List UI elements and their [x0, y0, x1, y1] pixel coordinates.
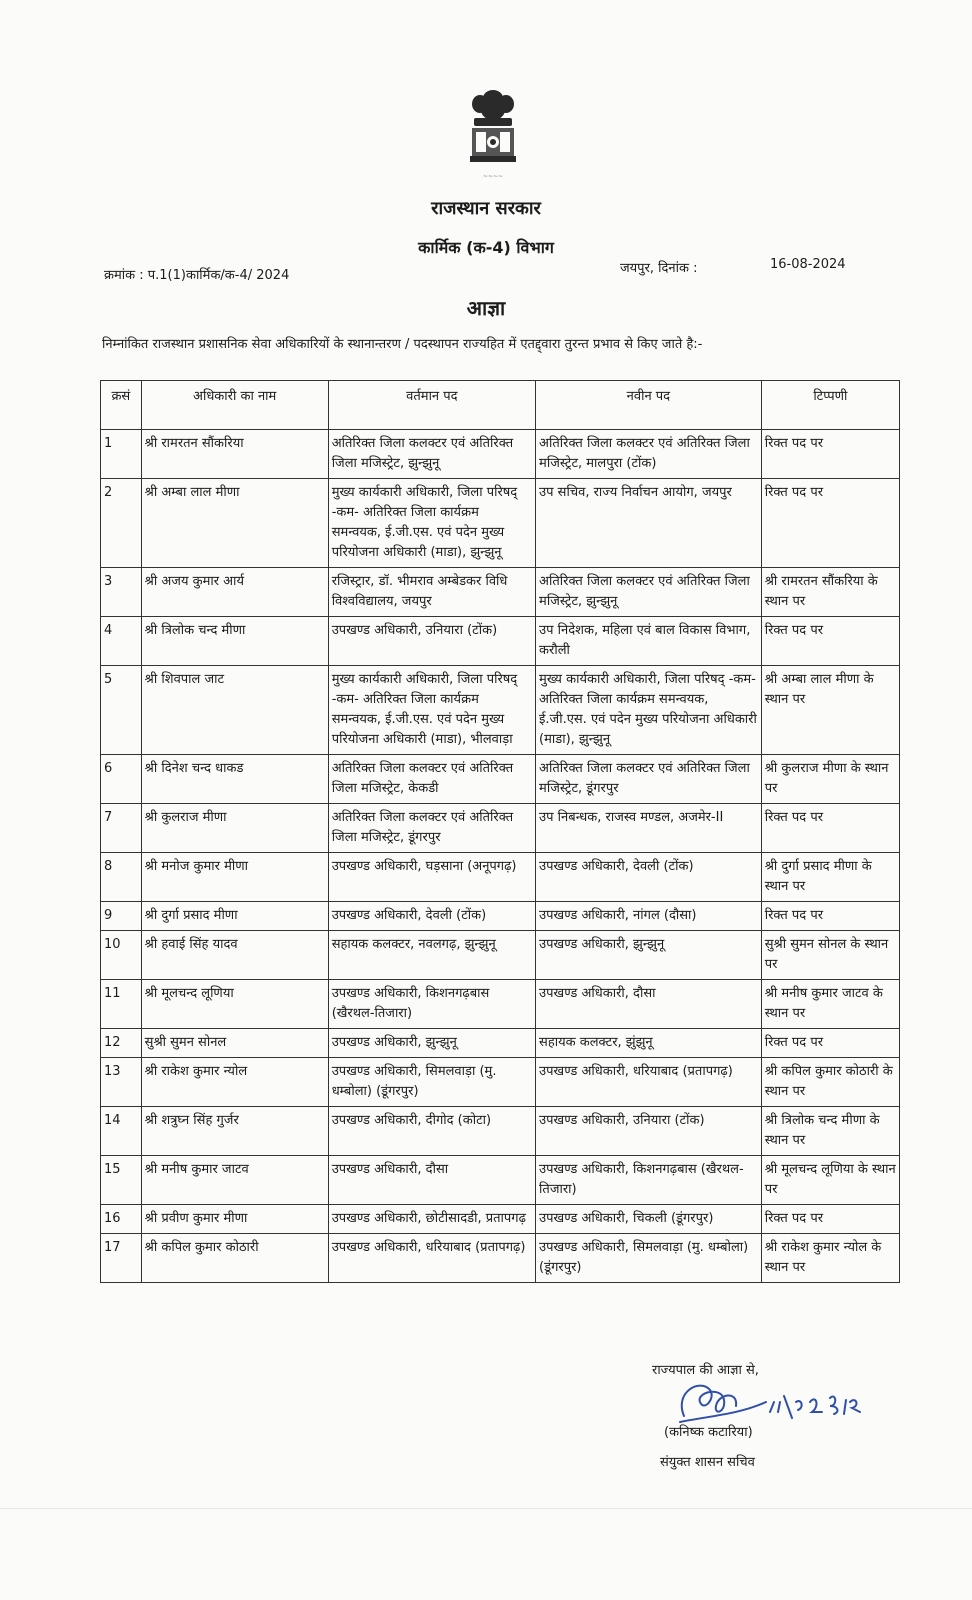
row-serial: 12	[101, 1029, 142, 1058]
current-post: उपखण्ड अधिकारी, दौसा	[328, 1156, 535, 1205]
state-emblem-icon	[458, 84, 528, 184]
row-serial: 7	[101, 804, 142, 853]
header-new-post: नवीन पद	[536, 381, 762, 430]
remark: रिक्त पद पर	[761, 1205, 899, 1234]
row-serial: 16	[101, 1205, 142, 1234]
signer-designation: संयुक्त शासन सचिव	[660, 1455, 755, 1470]
officer-name: श्री कपिल कुमार कोठारी	[141, 1234, 328, 1283]
new-post: अतिरिक्त जिला कलक्टर एवं अतिरिक्त जिला मजिस्ट्रेट, डूंगरपुर	[536, 755, 762, 804]
row-serial: 6	[101, 755, 142, 804]
current-post: उपखण्ड अधिकारी, उनियारा (टोंक)	[328, 617, 535, 666]
officer-name: श्री दुर्गा प्रसाद मीणा	[141, 902, 328, 931]
department-title: कार्मिक (क-4) विभाग	[418, 238, 554, 257]
new-post: उपखण्ड अधिकारी, झुन्झुनू	[536, 931, 762, 980]
new-post: उपखण्ड अधिकारी, धरियाबाद (प्रतापगढ़)	[536, 1058, 762, 1107]
table-row	[101, 931, 900, 980]
remark: श्री कुलराज मीणा के स्थान पर	[761, 755, 899, 804]
government-title: राजस्थान सरकार	[431, 198, 541, 219]
current-post: उपखण्ड अधिकारी, देवली (टोंक)	[328, 902, 535, 931]
officer-name: श्री दिनेश चन्द धाकड	[141, 755, 328, 804]
current-post: मुख्य कार्यकारी अधिकारी, जिला परिषद् -कम- अतिरिक्त जिला कार्यक्रम समन्वयक, ई.जी.एस. एवं पदेन मुख्य परियोजना अधिकारी (माडा), भीलवाड़ा	[328, 666, 535, 755]
table-row	[101, 853, 900, 902]
row-serial: 2	[101, 479, 142, 568]
new-post: मुख्य कार्यकारी अधिकारी, जिला परिषद् -कम- अतिरिक्त जिला कार्यक्रम समन्वयक, ई.जी.एस. एवं पदेन मुख्य परियोजना अधिकारी (माडा), झुन्झुनू	[536, 666, 762, 755]
remark: सुश्री सुमन सोनल के स्थान पर	[761, 931, 899, 980]
row-serial: 8	[101, 853, 142, 902]
new-post: अतिरिक्त जिला कलक्टर एवं अतिरिक्त जिला मजिस्ट्रेट, मालपुरा (टोंक)	[536, 430, 762, 479]
current-post: उपखण्ड अधिकारी, सिमलवाड़ा (मु. धम्बोला) (डूंगरपुर)	[328, 1058, 535, 1107]
officer-name: सुश्री सुमन सोनल	[141, 1029, 328, 1058]
current-post: सहायक कलक्टर, नवलगढ़, झुन्झुनू	[328, 931, 535, 980]
table-row	[101, 1205, 900, 1234]
row-serial: 14	[101, 1107, 142, 1156]
table-row	[101, 1058, 900, 1107]
current-post: उपखण्ड अधिकारी, दीगोद (कोटा)	[328, 1107, 535, 1156]
table-row	[101, 1234, 900, 1283]
table-row	[101, 1029, 900, 1058]
row-serial: 5	[101, 666, 142, 755]
header-serial: क्रसं	[101, 381, 142, 430]
header-remark: टिप्पणी	[761, 381, 899, 430]
remark: श्री मनीष कुमार जाटव के स्थान पर	[761, 980, 899, 1029]
current-post: अतिरिक्त जिला कलक्टर एवं अतिरिक्त जिला मजिस्ट्रेट, झुन्झुनू	[328, 430, 535, 479]
remark: श्री राकेश कुमार न्योल के स्थान पर	[761, 1234, 899, 1283]
table-row	[101, 430, 900, 479]
remark: श्री अम्बा लाल मीणा के स्थान पर	[761, 666, 899, 755]
table-row	[101, 980, 900, 1029]
officer-name: श्री कुलराज मीणा	[141, 804, 328, 853]
table-row	[101, 902, 900, 931]
table-row	[101, 755, 900, 804]
header-current-post: वर्तमान पद	[328, 381, 535, 430]
current-post: उपखण्ड अधिकारी, घड़साना (अनूपगढ़)	[328, 853, 535, 902]
row-serial: 1	[101, 430, 142, 479]
row-serial: 15	[101, 1156, 142, 1205]
order-preamble: निम्नांकित राजस्थान प्रशासनिक सेवा अधिकारियों के स्थानान्तरण / पदस्थापन राज्यहित में एतद्द्वारा तुरन्त प्रभाव से किए जाते है:-	[102, 337, 703, 352]
by-order-of-governor: राज्यपाल की आज्ञा से,	[652, 1363, 759, 1378]
current-post: मुख्य कार्यकारी अधिकारी, जिला परिषद् -कम- अतिरिक्त जिला कार्यक्रम समन्वयक, ई.जी.एस. एवं पदेन मुख्य परियोजना अधिकारी (माडा), झुन्झुनू	[328, 479, 535, 568]
new-post: उप सचिव, राज्य निर्वाचन आयोग, जयपुर	[536, 479, 762, 568]
officer-name: श्री शिवपाल जाट	[141, 666, 328, 755]
officer-name: श्री अम्बा लाल मीणा	[141, 479, 328, 568]
table-header-row	[101, 381, 900, 430]
officer-name: श्री हवाई सिंह यादव	[141, 931, 328, 980]
page-edge-divider	[0, 1508, 972, 1509]
remark: श्री दुर्गा प्रसाद मीणा के स्थान पर	[761, 853, 899, 902]
officer-name: श्री त्रिलोक चन्द मीणा	[141, 617, 328, 666]
remark: श्री रामरतन सौंकरिया के स्थान पर	[761, 568, 899, 617]
current-post: अतिरिक्त जिला कलक्टर एवं अतिरिक्त जिला मजिस्ट्रेट, डूंगरपुर	[328, 804, 535, 853]
new-post: सहायक कलक्टर, झुंझुनू	[536, 1029, 762, 1058]
current-post: अतिरिक्त जिला कलक्टर एवं अतिरिक्त जिला मजिस्ट्रेट, केकडी	[328, 755, 535, 804]
remark: रिक्त पद पर	[761, 479, 899, 568]
svg-text:~~~~: ~~~~	[482, 173, 504, 180]
new-post: उपखण्ड अधिकारी, किशनगढ़बास (खैरथल-तिजारा)	[536, 1156, 762, 1205]
header-officer-name: अधिकारी का नाम	[141, 381, 328, 430]
row-serial: 17	[101, 1234, 142, 1283]
table-row	[101, 568, 900, 617]
remark: रिक्त पद पर	[761, 902, 899, 931]
current-post: उपखण्ड अधिकारी, छोटीसादडी, प्रतापगढ़	[328, 1205, 535, 1234]
current-post: उपखण्ड अधिकारी, झुन्झुनू	[328, 1029, 535, 1058]
row-serial: 3	[101, 568, 142, 617]
place-date-label: जयपुर, दिनांक :	[620, 261, 698, 276]
table-row	[101, 666, 900, 755]
officer-name: श्री मनीष कुमार जाटव	[141, 1156, 328, 1205]
current-post: उपखण्ड अधिकारी, धरियाबाद (प्रतापगढ़)	[328, 1234, 535, 1283]
row-serial: 4	[101, 617, 142, 666]
new-post: उपखण्ड अधिकारी, सिमलवाड़ा (मु. धम्बोला) (डूंगरपुर)	[536, 1234, 762, 1283]
remark: श्री त्रिलोक चन्द मीणा के स्थान पर	[761, 1107, 899, 1156]
remark: रिक्त पद पर	[761, 617, 899, 666]
reference-number: क्रमांक : प.1(1)कार्मिक/क-4/ 2024	[104, 268, 290, 283]
new-post: उपखण्ड अधिकारी, देवली (टोंक)	[536, 853, 762, 902]
remark: रिक्त पद पर	[761, 804, 899, 853]
officer-name: श्री अजय कुमार आर्य	[141, 568, 328, 617]
officer-name: श्री रामरतन सौंकरिया	[141, 430, 328, 479]
officer-name: श्री प्रवीण कुमार मीणा	[141, 1205, 328, 1234]
new-post: उप निदेशक, महिला एवं बाल विकास विभाग, करौली	[536, 617, 762, 666]
new-post: उपखण्ड अधिकारी, चिकली (डूंगरपुर)	[536, 1205, 762, 1234]
table-row	[101, 1156, 900, 1205]
remark: रिक्त पद पर	[761, 1029, 899, 1058]
remark: श्री मूलचन्द लूणिया के स्थान पर	[761, 1156, 899, 1205]
table-row	[101, 617, 900, 666]
order-date: 16-08-2024	[770, 257, 846, 272]
remark: रिक्त पद पर	[761, 430, 899, 479]
officer-name: श्री राकेश कुमार न्योल	[141, 1058, 328, 1107]
table-row	[101, 479, 900, 568]
current-post: रजिस्ट्रार, डॉ. भीमराव अम्बेडकर विधि विश्वविद्यालय, जयपुर	[328, 568, 535, 617]
row-serial: 11	[101, 980, 142, 1029]
officer-name: श्री शत्रुघ्न सिंह गुर्जर	[141, 1107, 328, 1156]
signer-name: (कनिष्क कटारिया)	[664, 1425, 753, 1440]
new-post: उप निबन्धक, राजस्व मण्डल, अजमेर-II	[536, 804, 762, 853]
transfer-table	[100, 380, 900, 1283]
table-body	[101, 430, 900, 1283]
officer-name: श्री मूलचन्द लूणिया	[141, 980, 328, 1029]
row-serial: 9	[101, 902, 142, 931]
current-post: उपखण्ड अधिकारी, किशनगढ़बास (खैरथल-तिजारा)	[328, 980, 535, 1029]
new-post: उपखण्ड अधिकारी, नांगल (दौसा)	[536, 902, 762, 931]
table-row	[101, 1107, 900, 1156]
new-post: अतिरिक्त जिला कलक्टर एवं अतिरिक्त जिला मजिस्ट्रेट, झुन्झुनू	[536, 568, 762, 617]
new-post: उपखण्ड अधिकारी, दौसा	[536, 980, 762, 1029]
order-title: आज्ञा	[466, 296, 506, 320]
row-serial: 10	[101, 931, 142, 980]
new-post: उपखण्ड अधिकारी, उनियारा (टोंक)	[536, 1107, 762, 1156]
table-row	[101, 804, 900, 853]
remark: श्री कपिल कुमार कोठारी के स्थान पर	[761, 1058, 899, 1107]
officer-name: श्री मनोज कुमार मीणा	[141, 853, 328, 902]
row-serial: 13	[101, 1058, 142, 1107]
